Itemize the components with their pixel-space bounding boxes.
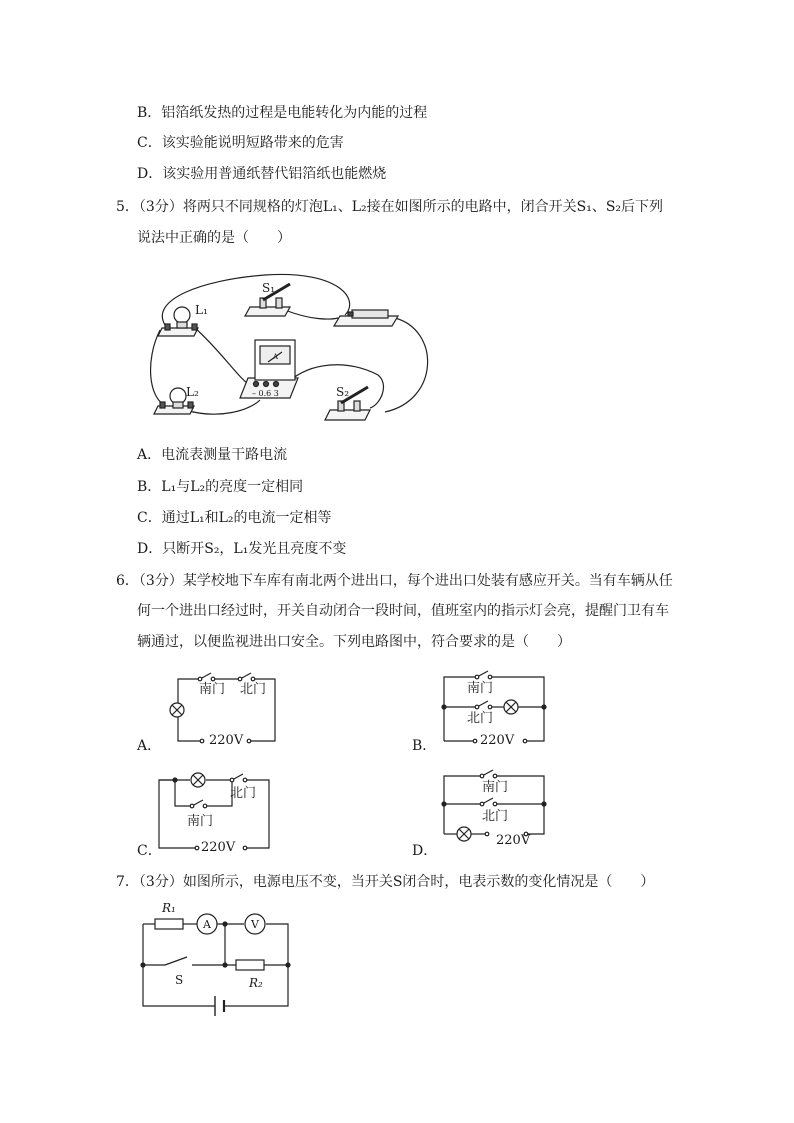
label-s2: S₂ (336, 385, 350, 399)
voltmeter-label: V (251, 918, 259, 931)
q4-option-c: C．该实验能说明短路带来的危害 (137, 135, 344, 151)
label-s: S (175, 973, 184, 987)
q4-option-d: D．该实验用普通纸替代铝箔纸也能燃烧 (137, 166, 387, 182)
q6-c-voltage-label: 220V (201, 840, 236, 855)
meter-terminal-labels: – 0.6 3 (252, 389, 279, 398)
label-r1: R₁ (162, 901, 176, 915)
q7-circuit-figure (140, 898, 300, 1023)
q6-b-north-label: 北门 (467, 711, 494, 726)
q5-circuit-figure (140, 260, 430, 440)
q6-stem-line1: 6．（3分）某学校地下车库有南北两个进出口，每个进出口处装有感应开关。当有车辆从任 (116, 573, 673, 589)
q6-b-south-label: 南门 (467, 681, 494, 696)
q6-d-south-label: 南门 (482, 780, 509, 795)
q6-stem-line2: 何一个进出口经过时，开关自动闭合一段时间，值班室内的指示灯会亮，提醒门卫有车 (137, 603, 669, 619)
q6-d-north-label: 北门 (482, 809, 509, 824)
q6-c-south-label: 南门 (187, 814, 214, 829)
q6-c-north-label: 北门 (230, 786, 257, 801)
q6-a-north-label: 北门 (240, 682, 267, 697)
ammeter-label: A (203, 918, 211, 931)
lamp-l1 (158, 307, 198, 336)
q4-option-b: B．铝箔纸发热的过程是电能转化为内能的过程 (137, 105, 428, 121)
q6-label-d: D． (412, 843, 438, 859)
battery (334, 310, 398, 326)
meter-a-label: A (273, 353, 279, 361)
q6-b-voltage-label: 220V (480, 733, 515, 748)
label-r2: R₂ (249, 976, 263, 990)
q6-stem-line3: 辆通过，以便监视进出口安全。下列电路图中，符合要求的是（ ） (137, 634, 571, 650)
label-l2: L₂ (186, 385, 199, 399)
q6-label-b: B． (412, 738, 437, 754)
q6-a-voltage-label: 220V (209, 733, 244, 748)
q7-stem: 7．（3分）如图所示，电源电压不变，当开关S闭合时，电表示数的变化情况是（ ） (116, 874, 655, 890)
q5-stem-line2: 说法中正确的是（ ） (137, 230, 291, 246)
q6-a-south-label: 南门 (199, 682, 226, 697)
q5-option-b: B．L₁与L₂的亮度一定相同 (137, 479, 304, 495)
q5-option-c: C．通过L₁和L₂的电流一定相等 (137, 510, 332, 526)
q5-option-a: A．电流表测量干路电流 (137, 447, 288, 463)
q6-label-a: A． (137, 738, 162, 754)
q5-stem-line1: 5．（3分）将两只不同规格的灯泡L₁、L₂接在如图所示的电路中，闭合开关S₁、S₂后下列 (116, 199, 664, 215)
q6-d-voltage-label: 220V (496, 833, 531, 848)
q5-option-d: D．只断开S₂，L₁发光且亮度不变 (137, 541, 347, 557)
q6-label-c: C． (137, 843, 162, 859)
label-s1: S₁ (262, 281, 276, 295)
label-l1: L₁ (195, 303, 208, 317)
